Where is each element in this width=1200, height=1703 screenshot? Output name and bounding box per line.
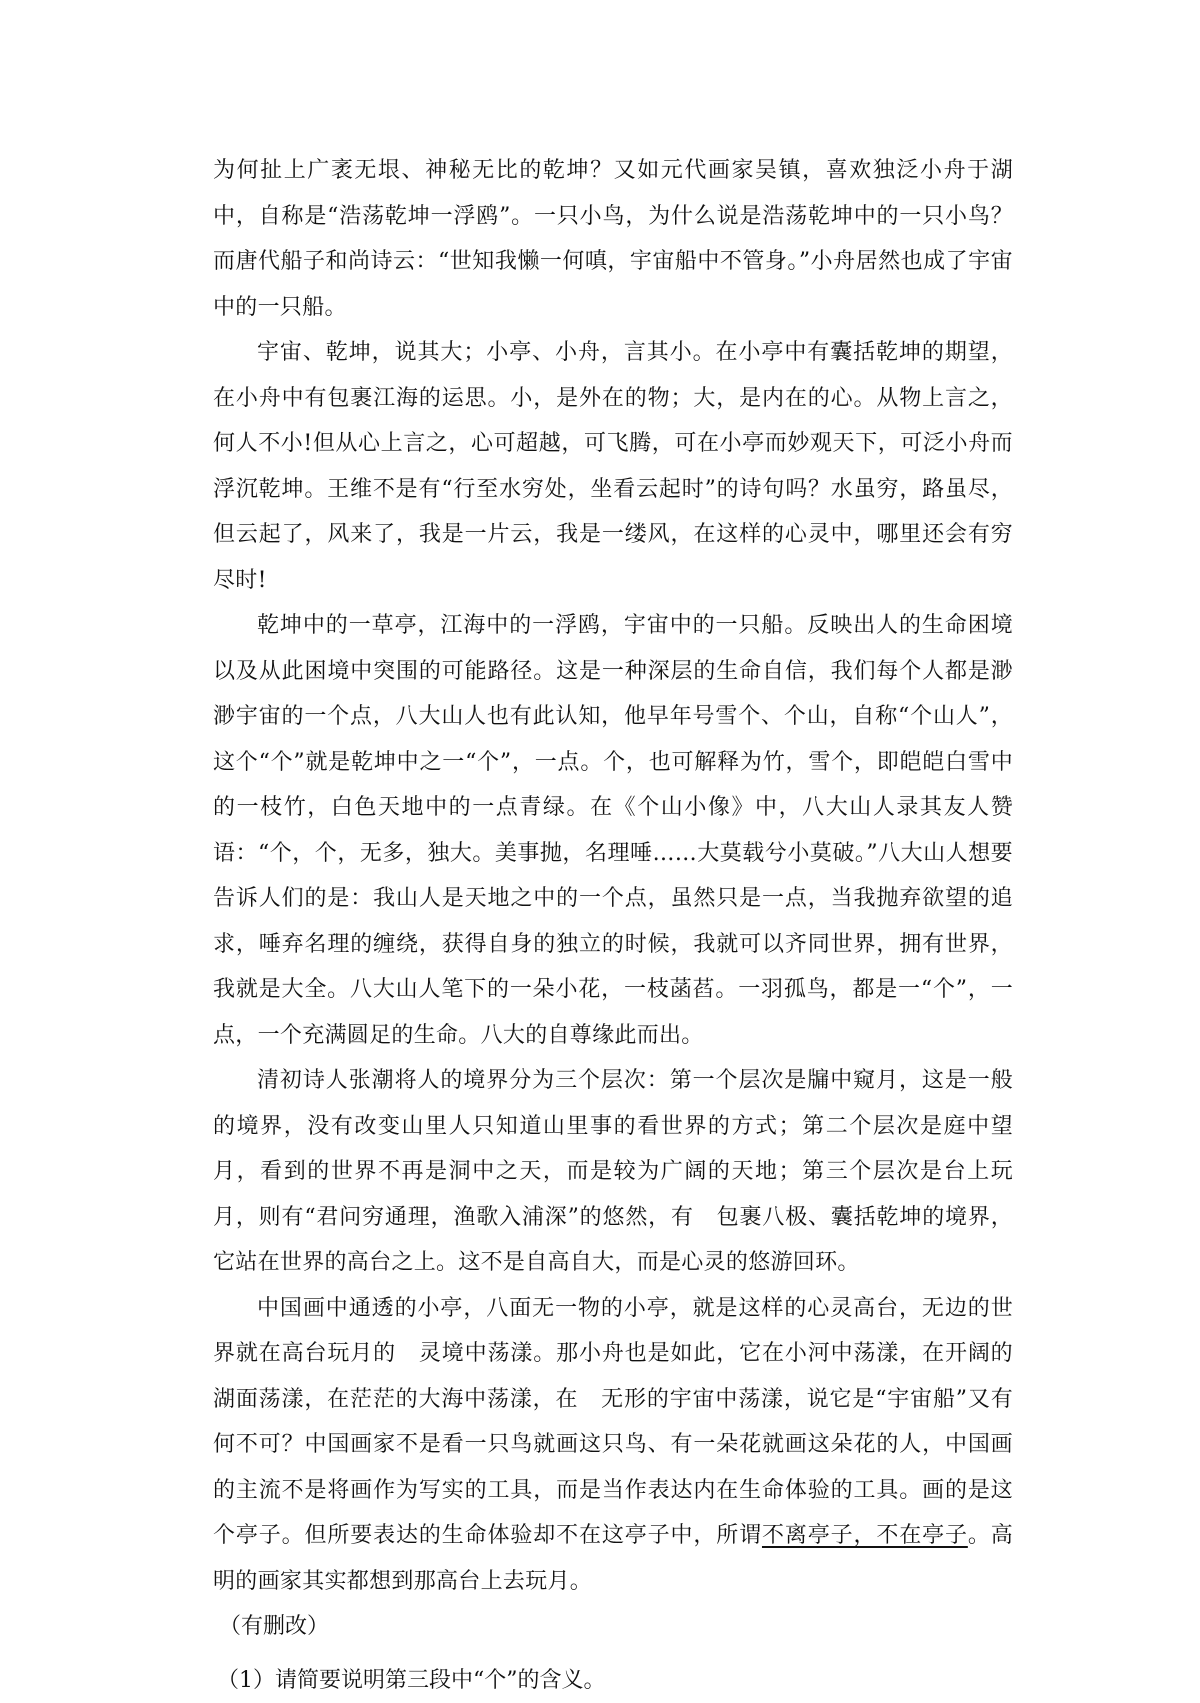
paragraph-1: 为何扯上广袤无垠、神秘无比的乾坤？又如元代画家吴镇，喜欢独泛小舟于湖中，自称是“浩荡乾坤一浮鸥”。一只小鸟，为什么说是浩荡乾坤中的一只小鸟？而唐代船子和尚诗云：“世知我懒一何嗔，宇宙船中不管身。”小舟居然也成了宇宙中的一只船。 [213,148,1013,330]
paragraph-2: 宇宙、乾坤，说其大；小亭、小舟，言其小。在小亭中有囊括乾坤的期望，在小舟中有包裹江海的运思。小，是外在的物；大，是内在的心。从物上言之，何人不小!但从心上言之，心可超越，可飞腾，可在小亭而妙观天下，可泛小舟而浮沉乾坤。王维不是有“行至水穷处，坐看云起时”的诗句吗？水虽穷，路虽尽，但云起了，风来了，我是一片云，我是一缕风，在这样的心灵中，哪里还会有穷尽时! [213,330,1013,603]
article-body [213,148,1013,1703]
underlined-phrase: 不离亭子，不在亭子 [762,1523,968,1548]
question-1: （1）请简要说明第三段中“个”的含义。 [213,1658,1013,1703]
edit-note: （有删改） [213,1604,1013,1650]
paragraph-5-text-after: 。高明的画家其实都想到那高台上去玩月。 [213,1523,1013,1594]
paragraph-3: 乾坤中的一草亭，江海中的一浮鸥，宇宙中的一只船。反映出人的生命困境以及从此困境中突围的可能路径。这是一种深层的生命自信，我们每个人都是渺渺宇宙的一个点，八大山人也有此认知，他早年号雪个、个山，自称“个山人”，这个“个”就是乾坤中之一“个”，一点。个，也可解释为竹，雪个，即皑皑白雪中的一枝竹，白色天地中的一点青绿。在《个山小像》中，八大山人录其友人赞语：“个，个，无多，独大。美事抛，名理唾……大莫载兮小莫破。”八大山人想要告诉人们的是：我山人是天地之中的一个点，虽然只是一点，当我抛弃欲望的追求，唾弃名理的缠绕，获得自身的独立的时候，我就可以齐同世界，拥有世界，我就是大全。八大山人笔下的一朵小花，一枝菡萏。一羽孤鸟，都是一“个”，一点，一个充满圆足的生命。八大的自尊缘此而出。 [213,603,1013,1058]
paragraph-4: 清初诗人张潮将人的境界分为三个层次：第一个层次是牖中窥月，这是一般的境界，没有改变山里人只知道山里事的看世界的方式；第二个层次是庭中望月，看到的世界不再是洞中之天，而是较为广阔的天地；第三个层次是台上玩月，则有“君问穷通理，渔歌入浦深”的悠然，有 包裹八极、囊括乾坤的境界，它站在世界的高台之上。这不是自高自大，而是心灵的悠游回环。 [213,1058,1013,1286]
paragraph-5 [213,1286,1013,1605]
paragraph-5-text-before: 中国画中通透的小亭，八面无一物的小亭，就是这样的心灵高台，无边的世界就在高台玩月的 灵境中荡漾。那小舟也是如此，它在小河中荡漾，在开阔的湖面荡漾，在茫茫的大海中荡漾，在 无形的宇宙中荡漾，说它是“宇宙船”又有何不可？中国画家不是看一只鸟就画这只鸟、有一朵花就画这朵花的人，中国画的主流不是将画作为写实的工具，而是当作表达内在生命体验的工具。画的是这个亭子。但所要表达的生命体验却不在这亭子中，所谓 [213,1296,1013,1549]
